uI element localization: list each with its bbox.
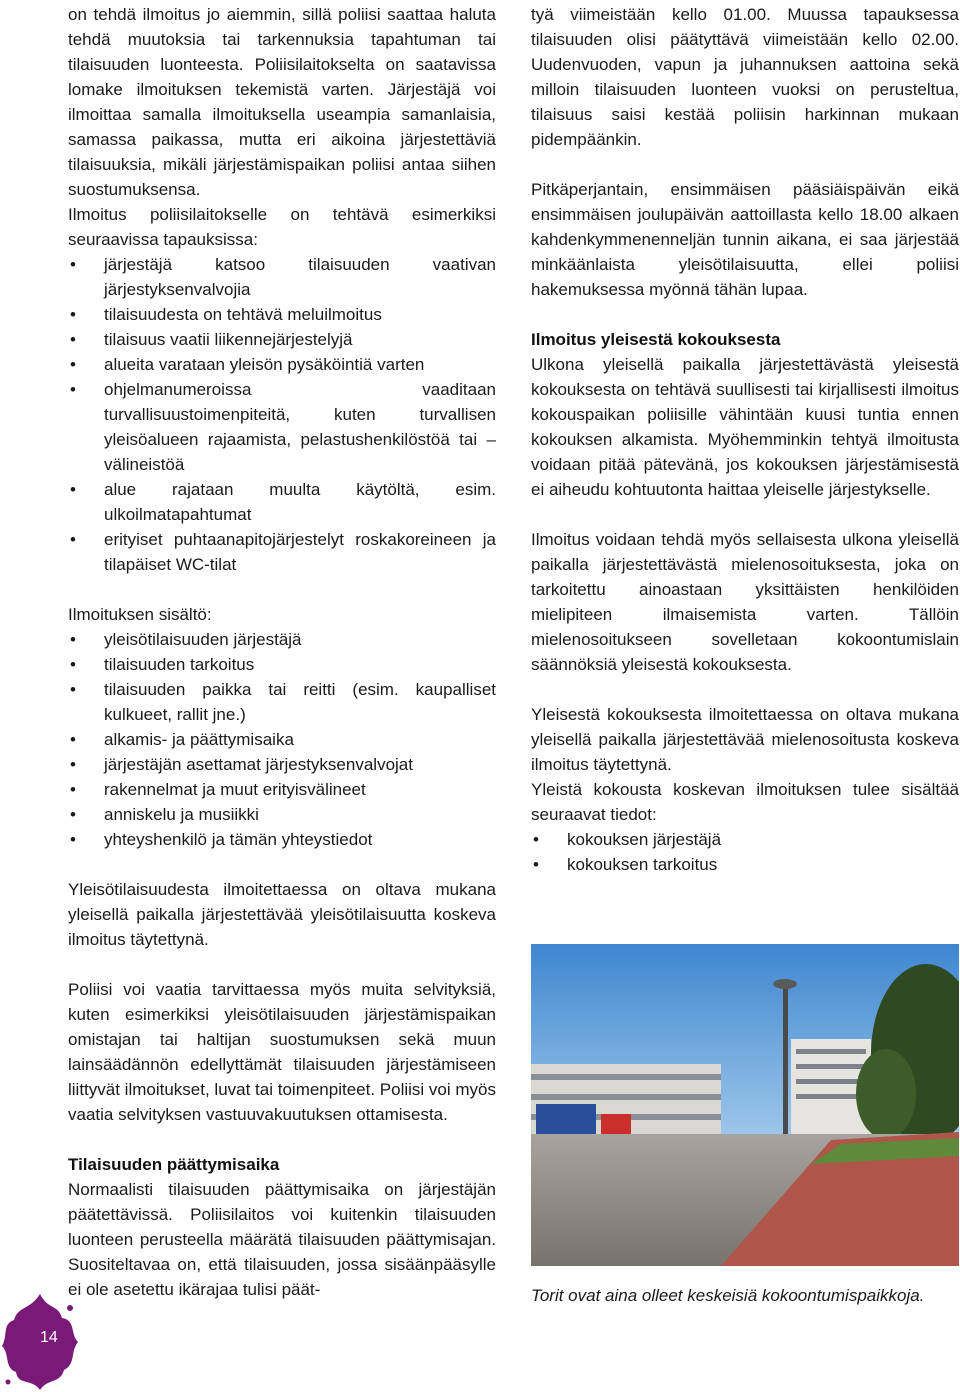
body-paragraph: Ilmoitus poliisilaitokselle on tehtävä esimerkiksi seuraavissa tapauksissa: bbox=[68, 205, 496, 249]
list-item: • järjestäjä katsoo tilaisuuden vaativan järjestyksenvalvojia bbox=[68, 252, 496, 302]
body-paragraph: on tehdä ilmoitus jo aiemmin, sillä poliisi saattaa haluta tehdä muutoksia tai tarkennuksia tapahtuman tai tilaisuuden luonteesta. Poliisilaitokselta on saatavissa lomake ilmoituksen tekemistä varten. Järjestäjä voi ilmoittaa samalla ilmoituksella useampia samanlaisia, samassa paikassa, mutta eri aikoina järjestettäviä tilaisuuksia, mikäli järjestämispaikan poliisi antaa siihen suostumuksensa. bbox=[68, 5, 496, 199]
photo-illustration bbox=[531, 944, 959, 1266]
list-item: • tilaisuus vaatii liikennejärjestelyjä bbox=[68, 327, 496, 352]
body-paragraph: Yleisestä kokouksesta ilmoitettaessa on oltava mukana yleisellä paikalla järjestettävää mielenosoitusta koskeva ilmoitus täytettynä. bbox=[531, 705, 959, 774]
list-item: • alue rajataan muulta käytöltä, esim. ulkoilmatapahtumat bbox=[68, 477, 496, 527]
list-item: • ohjelmanumeroissa vaaditaan turvallisuustoimenpiteitä, kuten turvallisen yleisöalueen rajaamista, pelastushenkilöstöä tai – välineistöä bbox=[68, 377, 496, 477]
list-item: • erityiset puhtaanapitojärjestelyt roskakoreineen ja tilapäiset WC-tilat bbox=[68, 527, 496, 577]
list-item: • yleisötilaisuuden järjestäjä bbox=[68, 627, 496, 652]
list-item: • tilaisuuden tarkoitus bbox=[68, 652, 496, 677]
list-item: • kokouksen tarkoitus bbox=[531, 852, 959, 877]
list-item: • alkamis- ja päättymisaika bbox=[68, 727, 496, 752]
list-item: • anniskelu ja musiikki bbox=[68, 802, 496, 827]
body-paragraph: Normaalisti tilaisuuden päättymisaika on järjestäjän päätettävissä. Poliisilaitos voi kuitenkin tilaisuuden luonteen perusteella määrätä tilaisuuden päättymisajan. Suositeltavaa on, että tilaisuuden, jossa sisäänpääsylle ei ole asetettu ikärajaa tulisi päät- bbox=[68, 1180, 496, 1299]
body-paragraph: Ulkona yleisellä paikalla järjestettävästä yleisestä kokouksesta on tehtävä suullisesti tai kirjallisesti ilmoitus kokouspaikan poliisille vähintään kuusi tuntia ennen kokouksen alkamista. Myöhemminkin tehtyä ilmoitusta voidaan pitää pätevänä, jos kokouksen järjestämisestä ei aiheudu kohtuutonta haittaa yleiselle järjestykselle. bbox=[531, 355, 959, 499]
photo-caption: Torit ovat aina olleet keskeisiä kokoontumispaikkoja. bbox=[531, 1286, 925, 1305]
meeting-list bbox=[531, 827, 959, 877]
list-item: • järjestäjän asettamat järjestyksenvalvojat bbox=[68, 752, 496, 777]
body-paragraph: Pitkäperjantain, ensimmäisen pääsiäispäivän eikä ensimmäisen joulupäivän aattoillasta kello 18.00 alkaen kahdenkymmenenneljän tunnin aikana, ei saa järjestää minkäänlaista yleisötilaisuutta, ellei poliisi hakemuksessa myönnä tähän lupaa. bbox=[531, 180, 959, 299]
left-column bbox=[68, 2, 496, 1302]
lamp-post bbox=[783, 984, 788, 1134]
market-square-photo bbox=[531, 944, 959, 1266]
section-heading: Tilaisuuden päättymisaika bbox=[68, 1155, 280, 1174]
list-item: • kokouksen järjestäjä bbox=[531, 827, 959, 852]
body-paragraph: Yleistä kokousta koskevan ilmoituksen tulee sisältää seuraavat tiedot: bbox=[531, 780, 959, 824]
body-paragraph: Yleisötilaisuudesta ilmoitettaessa on oltava mukana yleisellä paikalla järjestettävää yleisötilaisuutta koskeva ilmoitus täytettynä. bbox=[68, 880, 496, 949]
body-paragraph: Poliisi voi vaatia tarvittaessa myös muita selvityksiä, kuten esimerkiksi yleisötilaisuuden järjestämispaikan omistajan tai haltijan suostumuksen sekä muun lainsäädännön edellyttämät tilaisuuden järjestämiseen liittyvät ilmoitukset, luvat tai toimenpiteet. Poliisi voi myös vaatia selvityksen vastuuvakuutuksen ottamisesta. bbox=[68, 980, 496, 1124]
page-number: 14 bbox=[40, 1329, 58, 1346]
right-column bbox=[531, 2, 959, 877]
contents-title: Ilmoituksen sisältö: bbox=[68, 605, 212, 624]
cases-list bbox=[68, 252, 496, 577]
list-item: • yhteyshenkilö ja tämän yhteystiedot bbox=[68, 827, 496, 852]
contents-list bbox=[68, 627, 496, 852]
list-item: • rakennelmat ja muut erityisvälineet bbox=[68, 777, 496, 802]
body-paragraph: Ilmoitus voidaan tehdä myös sellaisesta ulkona yleisellä paikalla järjestettävästä mielenosoituksesta, joka on tarkoitettu ainoastaan yksittäisten henkilöiden mielipiteen ilmaisemista varten. Tällöin mielenosoitukseen sovelletaan kokoontumislain säännöksiä yleisestä kokouksesta. bbox=[531, 530, 959, 674]
section-heading: Ilmoitus yleisestä kokouksesta bbox=[531, 330, 781, 349]
list-item: • tilaisuuden paikka tai reitti (esim. kaupalliset kulkueet, rallit jne.) bbox=[68, 677, 496, 727]
list-item: • tilaisuudesta on tehtävä meluilmoitus bbox=[68, 302, 496, 327]
body-paragraph: tyä viimeistään kello 01.00. Muussa tapauksessa tilaisuuden olisi päätyttävä viimeistään kello 02.00. Uudenvuoden, vapun ja juhannuksen aattoina sekä milloin tilaisuuden luonteen vuoksi on perusteltua, tilaisuus saisi kestää poliisin harkinnan mukaan pidempäänkin. bbox=[531, 5, 959, 149]
list-item: • alueita varataan yleisön pysäköintiä varten bbox=[68, 352, 496, 377]
